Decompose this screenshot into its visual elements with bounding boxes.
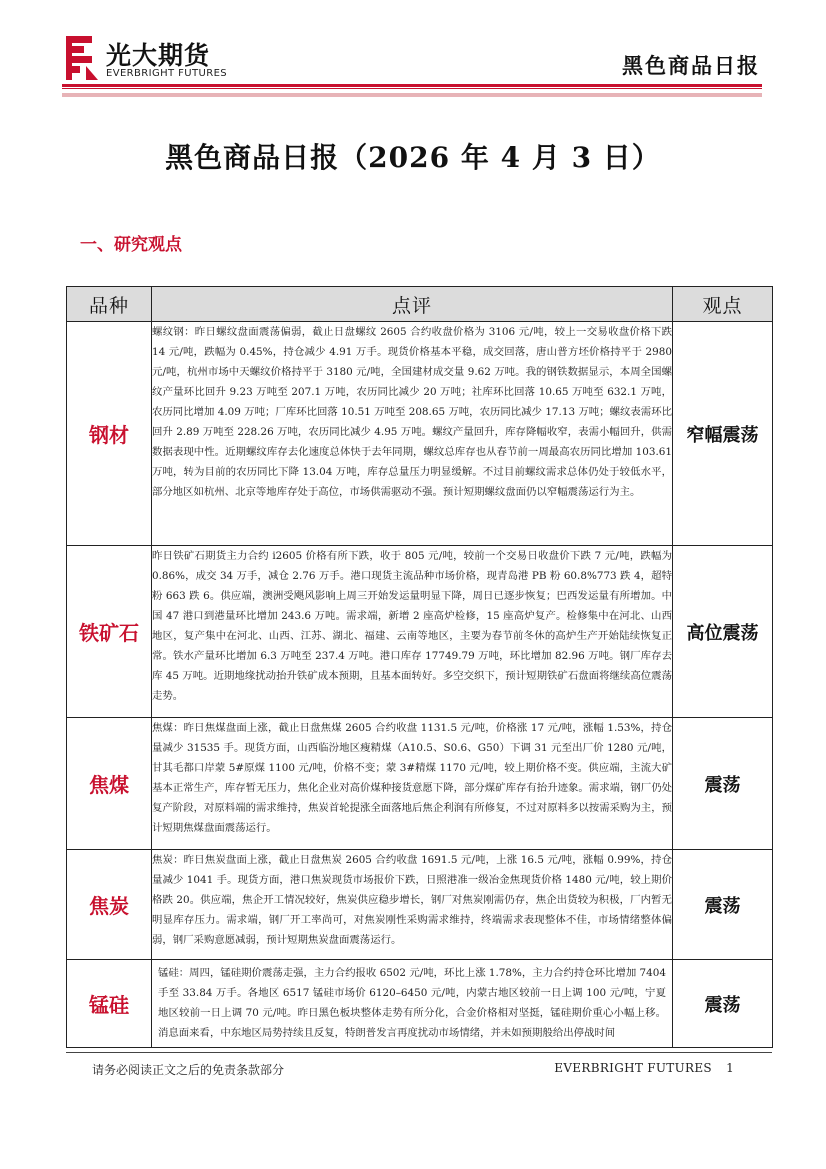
table-row-coking-coal bbox=[67, 718, 773, 850]
table-row-steel bbox=[67, 322, 773, 546]
view-steel: 窄幅震荡 bbox=[673, 322, 773, 546]
header-divider-thin bbox=[62, 88, 762, 89]
category-coke: 焦炭 bbox=[67, 850, 152, 960]
page-number: 1 bbox=[726, 1061, 734, 1075]
table-row-silicomanganese bbox=[67, 960, 773, 1048]
footer-divider bbox=[66, 1052, 772, 1053]
comment-iron-ore: 昨日铁矿石期货主力合约 i2605 价格有所下跌，收于 805 元/吨，较前一个交易日收盘价下跌 7 元/吨，跌幅为 0.86%，成交 34 万手，减仓 2.76 万手。港口现货主流品种市场价格，现青岛港 PB 粉 60.8%773 跌 4，超特粉 663 跌 6。供应端，澳洲受飓风影响上周三开始发运量明显下降，周日已逐步恢复；巴西发运量有所增加。中国 47 港口到港量环比增加 243.6 万吨。需求端，新增 2 座高炉检修，15 座高炉复产。检修集中在河北、山西地区，复产集中在河北、山西、江苏、湖北、福建、云南等地区，主要为春节前冬休的高炉生产开始陆续恢复正常。铁水产量环比增加 6.3 万吨至 237.4 万吨。港口库存 17749.79 万吨，环比增加 82.96 万吨。钢厂库存去库 45 万吨。近期地缘扰动抬升铁矿成本预期，且基本面转好。多空交织下，预计短期铁矿石盘面将继续高位震荡走势。 bbox=[152, 546, 673, 718]
category-silicomanganese: 锰硅 bbox=[67, 960, 152, 1048]
table-header-row bbox=[67, 287, 773, 322]
comment-steel: 螺纹钢：昨日螺纹盘面震荡偏弱，截止日盘螺纹 2605 合约收盘价格为 3106 元/吨，较上一交易收盘价格下跌 14 元/吨，跌幅为 0.45%，持仓减少 4.91 万手。现货价格基本平稳，成交回落，唐山普方坯价格持平于 2980 元/吨，杭州市场中天螺纹价格持平于 3180 元/吨，全国建材成交量 9.62 万吨。我的钢铁数据显示，本周全国螺纹产量环比回升 9.23 万吨至 207.1 万吨，农历同比减少 20 万吨；社库环比回落 10.65 万吨至 632.1 万吨，农历同比增加 4.09 万吨；厂库环比回落 10.51 万吨至 208.65 万吨，农历同比减少 17.13 万吨；螺纹表需环比回升 2.89 万吨至 228.26 万吨，农历同比减少 4.95 万吨。螺纹产量回升，库存降幅收窄，表需小幅回升，供需数据表现中性。近期螺纹库存去化速度总体快于去年同期，螺纹总库存也从春节前一周最高农历同比增加 103.61 万吨，转为目前的农历同比下降 13.04 万吨，库存总量压力明显缓解。不过目前螺纹需求总体仍处于较低水平，部分地区如杭州、北京等地库存处于高位，市场供需驱动不强。预计短期螺纹盘面仍以窄幅震荡运行为主。 bbox=[152, 322, 673, 546]
logo-text-en: EVERBRIGHT FUTURES bbox=[106, 68, 228, 79]
comment-clip bbox=[158, 960, 666, 1047]
category-iron-ore: 铁矿石 bbox=[67, 546, 152, 718]
category-steel: 钢材 bbox=[67, 322, 152, 546]
header-divider bbox=[62, 84, 762, 87]
section-title: 一、研究观点 bbox=[80, 235, 182, 255]
comment-silicomanganese: 锰硅：周四，锰硅期价震荡走强，主力合约报收 6502 元/吨，环比上涨 1.78%，主力合约持仓环比增加 7404 手至 33.84 万手。各地区 6517 锰硅市场价 6120–6450 元/吨，内蒙古地区较前一日上调 100 元/吨，宁夏地区较前一日上调 70 元/吨。昨日黑色板块整体走势有所分化，合金价格相对坚挺，锰硅期价重心小幅上移。消息面来看，中东地区局势持续且反复，特朗普发言再度扰动市场情绪，并未如预期般给出停战时间 bbox=[158, 967, 666, 1039]
view-coke: 震荡 bbox=[673, 850, 773, 960]
comment-coke: 焦炭：昨日焦炭盘面上涨，截止日盘焦炭 2605 合约收盘 1691.5 元/吨，上涨 16.5 元/吨，涨幅 0.99%，持仓量减少 1041 手。现货方面，港口焦炭现货市场报价下跌，日照港准一级冶金焦现货价格 1480 元/吨，较上期价格跌 20。供应端，焦企开工情况较好，焦炭供应稳步增长，钢厂对焦炭刚需仍存，焦企出货较为积极，厂内暂无明显库存压力。需求端，钢厂开工率尚可，对焦炭刚性采购需求维持，终端需求表现整体不佳，市场情绪整体偏弱，钢厂采购意愿减弱，预计短期焦炭盘面震荡运行。 bbox=[152, 850, 673, 960]
research-views-table bbox=[66, 286, 773, 1048]
footer-brand: EVERBRIGHT FUTURES bbox=[554, 1061, 712, 1075]
header-report-title: 黑色商品日报 bbox=[622, 54, 760, 78]
category-coking-coal: 焦煤 bbox=[67, 718, 152, 850]
view-coking-coal: 震荡 bbox=[673, 718, 773, 850]
view-silicomanganese: 震荡 bbox=[673, 960, 773, 1048]
logo-text-cn: 光大期货 bbox=[106, 41, 211, 70]
footer-brand-page bbox=[554, 1061, 734, 1075]
header-category: 品种 bbox=[67, 287, 152, 322]
view-iron-ore: 高位震荡 bbox=[673, 546, 773, 718]
document-title: 黑色商品日报（2026 年 4 月 3 日） bbox=[165, 141, 661, 174]
header-comment: 点评 bbox=[152, 287, 673, 322]
header-view: 观点 bbox=[673, 287, 773, 322]
footer-disclaimer: 请务必阅读正文之后的免责条款部分 bbox=[92, 1063, 285, 1077]
comment-coking-coal: 焦煤：昨日焦煤盘面上涨，截止日盘焦煤 2605 合约收盘 1131.5 元/吨，价格涨 17 元/吨，涨幅 1.53%，持仓量减少 31535 手。现货方面，山西临汾地区瘦精煤（A10.5、S0.6、G50）下调 31 元至出厂价 1280 元/吨，甘其毛都口岸蒙 5#原煤 1100 元/吨，价格不变；蒙 3#精煤 1170 元/吨，较上期价格不变。供应端，主流大矿基本正常生产，库存暂无压力，焦化企业对高价煤种接货意愿下降，部分煤矿库存有抬升迹象。需求端，钢厂仍处复产阶段，对原料端的需求维持，焦炭首轮提涨全面落地后焦企利润有所修复，不过对原料多以按需采购为主，预计短期焦煤盘面震荡运行。 bbox=[152, 718, 673, 850]
table-row-coke bbox=[67, 850, 773, 960]
page-header bbox=[62, 30, 762, 100]
header-divider-shade bbox=[62, 93, 762, 97]
everbright-logo-icon bbox=[66, 36, 98, 80]
comment-cell-silicomanganese bbox=[152, 960, 673, 1048]
table-row-iron-ore bbox=[67, 546, 773, 718]
